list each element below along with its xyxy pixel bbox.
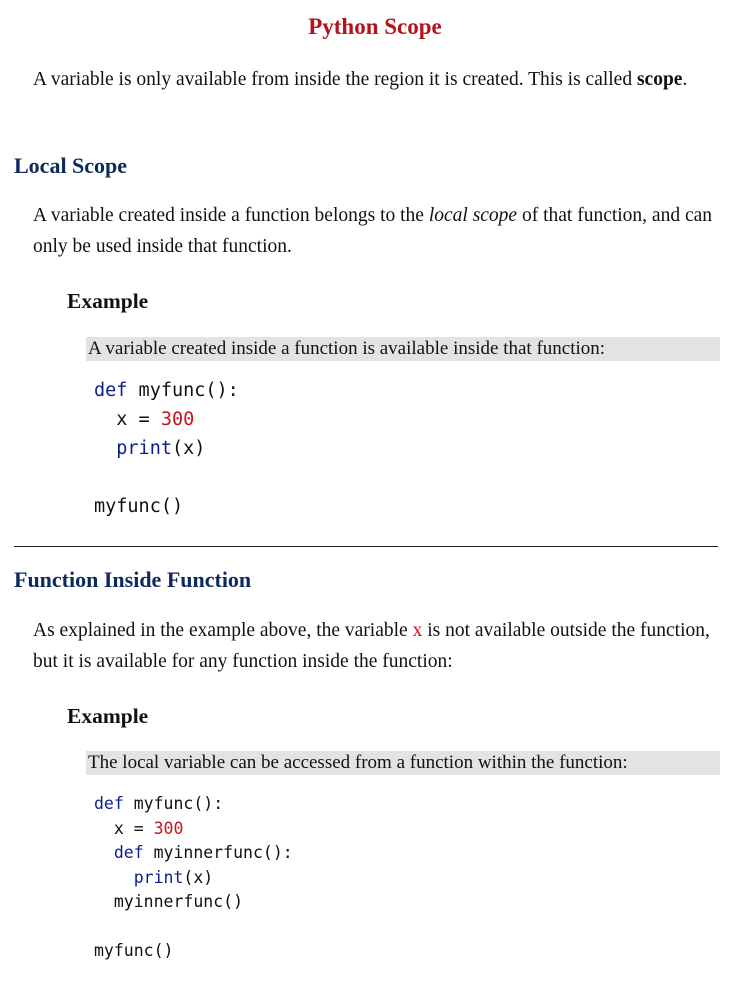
keyword-def: def <box>94 794 124 813</box>
local-scope-paragraph <box>33 200 713 262</box>
code-text: myfunc(): <box>127 380 239 401</box>
section-divider <box>14 546 718 547</box>
code-number: 300 <box>160 409 195 430</box>
code-text: myfunc() <box>94 496 184 517</box>
code-number: 300 <box>153 818 184 838</box>
example-caption-1: A variable created inside a function is available inside that function: <box>86 337 720 361</box>
local-scope-text: A variable created inside a function belongs to the <box>33 205 429 226</box>
keyword-def: def <box>94 380 128 401</box>
code-text: myinnerfunc(): <box>143 843 293 862</box>
code-line <box>94 434 239 463</box>
code-indent <box>94 843 114 862</box>
code-line <box>94 817 293 842</box>
function-inside-text: As explained in the example above, the variable <box>33 620 413 641</box>
code-line <box>94 939 293 964</box>
code-text: x = <box>94 409 161 430</box>
code-line <box>94 890 293 915</box>
code-line <box>94 376 239 405</box>
code-line <box>94 866 293 891</box>
code-indent <box>94 868 134 887</box>
code-line <box>94 792 293 817</box>
local-scope-text-end: of that function, and can only be used inside that function. <box>33 205 713 257</box>
function-inside-heading: Function Inside Function <box>14 567 252 592</box>
code-text: myfunc(): <box>123 794 224 813</box>
code-line <box>94 405 239 434</box>
example-heading-2: Example <box>67 704 149 728</box>
function-inside-text-end: is not available outside the function, but it is available for any function inside the function: <box>33 620 710 672</box>
code-indent <box>94 438 116 459</box>
keyword-print: print <box>116 438 172 459</box>
code-block-2 <box>94 792 293 964</box>
code-line-blank <box>94 463 239 492</box>
scope-term: scope <box>636 69 683 90</box>
example-caption-2: The local variable can be accessed from a function within the function: <box>86 751 720 775</box>
code-text: myinnerfunc() <box>94 892 244 911</box>
local-scope-heading: Local Scope <box>14 153 128 178</box>
code-text: myfunc() <box>94 941 174 960</box>
local-scope-term: local scope <box>428 205 518 226</box>
code-line-blank <box>94 915 293 940</box>
code-line <box>94 841 293 866</box>
page-title: Python Scope <box>308 14 442 39</box>
code-line <box>94 492 239 521</box>
intro-text: A variable is only available from inside the region it is created. This is called <box>33 69 637 90</box>
code-block-1 <box>94 376 239 521</box>
function-inside-paragraph <box>33 615 713 677</box>
code-text: (x) <box>183 867 214 887</box>
variable-name: x <box>412 620 423 641</box>
keyword-print: print <box>133 867 184 887</box>
example-heading-1: Example <box>67 289 149 313</box>
code-text: x = <box>94 818 154 838</box>
keyword-def: def <box>113 843 144 862</box>
code-text: (x) <box>171 438 206 459</box>
intro-paragraph <box>33 64 713 95</box>
intro-text-end: . <box>682 69 688 90</box>
